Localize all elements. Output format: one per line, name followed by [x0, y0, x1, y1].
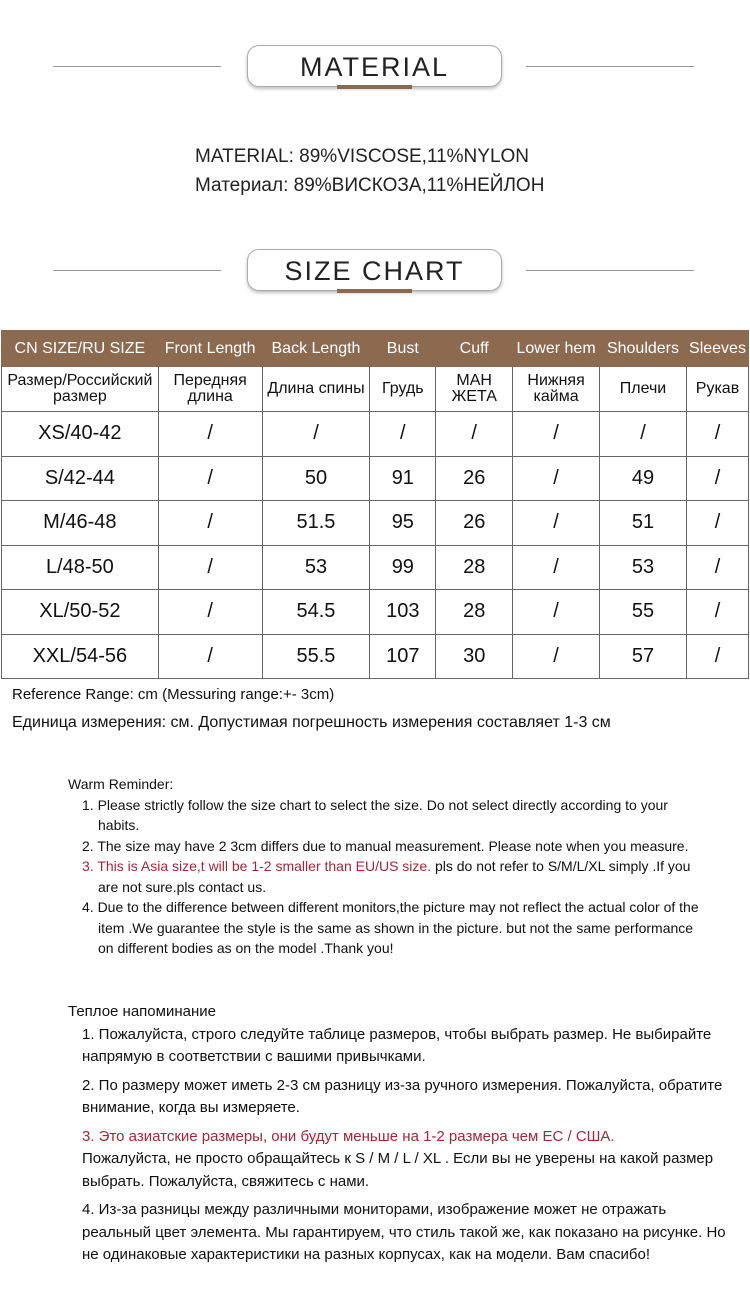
table-row — [2, 545, 749, 590]
table-cell: 55.5 — [262, 634, 370, 679]
table-cell: / — [600, 412, 687, 457]
table-cell: / — [158, 456, 262, 501]
table-row — [2, 634, 749, 679]
material-section-header — [0, 45, 750, 105]
table-cell: 30 — [436, 634, 513, 679]
table-cell: 107 — [370, 634, 436, 679]
size-chart-section-header — [0, 249, 750, 309]
column-header: Front Length — [158, 331, 262, 367]
column-header-ru: Длина спины — [262, 367, 370, 412]
size-cell: XXL/54-56 — [2, 634, 159, 679]
reminder-text: pls do not refer to S/M/L/XL simply .If you are not sure.pls contact us. — [98, 858, 691, 895]
table-cell: / — [513, 501, 600, 546]
table-cell: 51.5 — [262, 501, 370, 546]
column-header: Bust — [370, 331, 436, 367]
warning-text: 3. This is Asia size,t will be 1-2 smaller than EU/US size. — [82, 858, 432, 874]
table-cell: 53 — [600, 545, 687, 590]
column-header-ru: Рукав — [686, 367, 748, 412]
reminder-item — [68, 1126, 728, 1194]
table-cell: 103 — [370, 590, 436, 635]
table-cell: / — [158, 634, 262, 679]
reminder-item: 2. The size may have 2 3cm differs due to manual measurement. Please note when you measure. — [82, 837, 689, 854]
table-cell: / — [686, 501, 748, 546]
table-cell: 51 — [600, 501, 687, 546]
table-row — [2, 412, 749, 457]
table-cell: / — [686, 545, 748, 590]
column-header: Cuff — [436, 331, 513, 367]
table-cell: / — [513, 590, 600, 635]
table-cell: / — [436, 412, 513, 457]
table-cell: / — [262, 412, 370, 457]
column-header-ru: Передняя длина — [158, 367, 262, 412]
column-header: Sleeves — [686, 331, 748, 367]
column-header: Lower hem — [513, 331, 600, 367]
column-header: Shoulders — [600, 331, 687, 367]
table-row — [2, 456, 749, 501]
table-cell: 91 — [370, 456, 436, 501]
table-cell: 50 — [262, 456, 370, 501]
table-cell: / — [158, 590, 262, 635]
divider — [53, 66, 221, 67]
table-cell: 26 — [436, 501, 513, 546]
table-cell: 49 — [600, 456, 687, 501]
table-cell: / — [686, 590, 748, 635]
table-cell: / — [513, 456, 600, 501]
table-cell: 95 — [370, 501, 436, 546]
material-ru: Материал: 89%ВИСКОЗА,11%НЕЙЛОН — [195, 175, 545, 196]
column-header-ru: МАН ЖЕТА — [436, 367, 513, 412]
reminder-title: Теплое напоминание — [68, 1003, 216, 1020]
table-cell: / — [686, 412, 748, 457]
material-en: MATERIAL: 89%VISCOSE,11%NYLON — [195, 146, 530, 167]
table-cell: / — [686, 456, 748, 501]
warm-reminder-ru — [68, 1001, 728, 1267]
section-title: MATERIAL — [247, 45, 502, 87]
size-chart-table — [1, 330, 749, 679]
table-cell: / — [513, 412, 600, 457]
size-cell: M/46-48 — [2, 501, 159, 546]
table-cell: / — [158, 545, 262, 590]
size-cell: L/48-50 — [2, 545, 159, 590]
accent-bar — [337, 289, 412, 293]
warm-reminder-en — [68, 774, 708, 959]
reminder-text: Пожалуйста, не просто обращайтесь к S / M / L / XL . Если вы не уверены на какой размер выбрать. Пожалуйста, свяжитесь с нами. — [82, 1150, 714, 1190]
table-cell: 28 — [436, 545, 513, 590]
table-cell: / — [158, 501, 262, 546]
divider — [526, 66, 694, 67]
table-cell: / — [513, 545, 600, 590]
reminder-item: 2. По размеру может иметь 2-3 см разницу из-за ручного измерения. Пожалуйста, обратите внимание, когда вы измеряете. — [82, 1076, 723, 1116]
table-cell: 28 — [436, 590, 513, 635]
table-cell: / — [158, 412, 262, 457]
size-cell: XS/40-42 — [2, 412, 159, 457]
reminder-item — [68, 856, 708, 897]
column-header-ru: Нижняя кайма — [513, 367, 600, 412]
table-cell: 53 — [262, 545, 370, 590]
column-header: Back Length — [262, 331, 370, 367]
table-row — [2, 501, 749, 546]
reminder-item: 4. Due to the difference between different monitors,the picture may not reflect the actual color of the item .We guarantee the style is the same as shown in the picture. but not the same performance on different bodies as on the model .Thank you! — [82, 899, 699, 956]
table-cell: / — [686, 634, 748, 679]
reminder-item: 4. Из-за разницы между различными мониторами, изображение может не отражать реальный цвет элемента. Мы гарантируем, что стиль такой же, как показано на рисунке. Но не одинаковые характеристики на разных корпусах, как на модели. Вам спасибо! — [82, 1201, 726, 1263]
divider — [53, 270, 221, 271]
accent-bar — [337, 85, 412, 89]
column-header-ru: Размер/Российский размер — [2, 367, 159, 412]
table-cell: 26 — [436, 456, 513, 501]
divider — [526, 270, 694, 271]
warning-text: 3. Это азиатские размеры, они будут меньше на 1-2 размера чем ЕС / США. — [82, 1127, 615, 1145]
size-cell: S/42-44 — [2, 456, 159, 501]
reminder-item: 1. Пожалуйста, строго следуйте таблице размеров, чтобы выбрать размер. Не выбирайте напрямую в соответствии с вашими привычками. — [82, 1025, 712, 1065]
table-cell: / — [513, 634, 600, 679]
reminder-title: Warm Reminder: — [68, 776, 174, 792]
reminder-item: 1. Please strictly follow the size chart to select the size. Do not select directly according to your habits. — [82, 796, 668, 833]
table-row — [2, 590, 749, 635]
section-title: SIZE CHART — [247, 249, 502, 291]
reference-range-en: Reference Range: cm (Messuring range:+- 3cm) — [12, 686, 335, 703]
size-cell: XL/50-52 — [2, 590, 159, 635]
column-header: CN SIZE/RU SIZE — [2, 331, 159, 367]
table-cell: 54.5 — [262, 590, 370, 635]
reference-range-ru: Единица измерения: см. Допустимая погрешность измерения составляет 1-3 см — [12, 714, 611, 731]
table-cell: 99 — [370, 545, 436, 590]
table-cell: 57 — [600, 634, 687, 679]
column-header-ru: Плечи — [600, 367, 687, 412]
table-cell: / — [370, 412, 436, 457]
column-header-ru: Грудь — [370, 367, 436, 412]
table-cell: 55 — [600, 590, 687, 635]
